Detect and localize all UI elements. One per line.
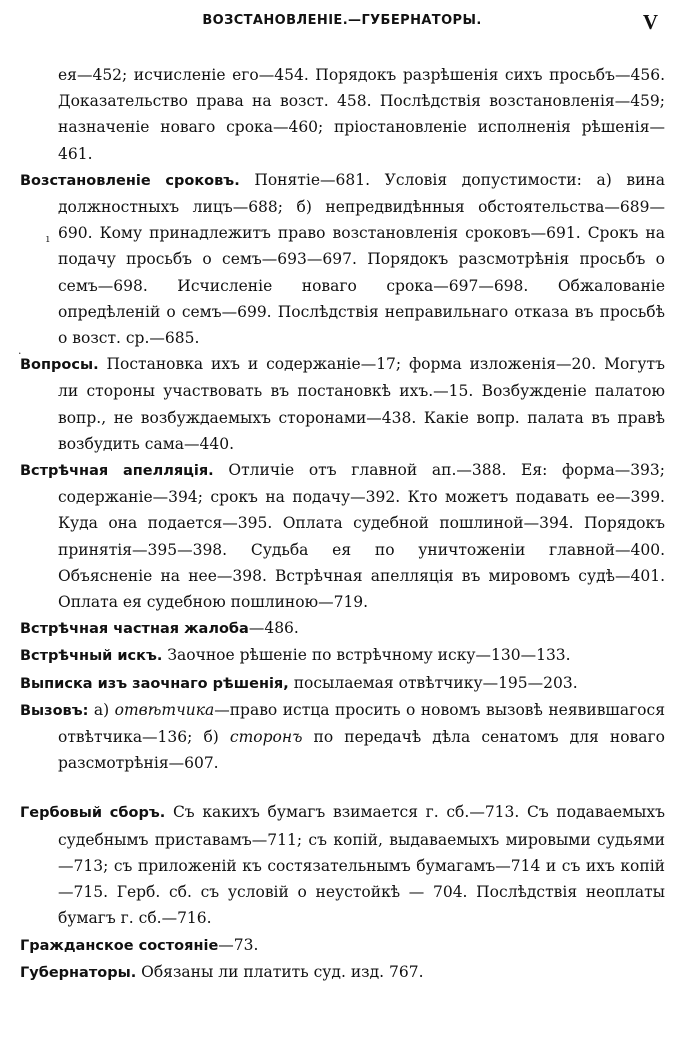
- entry-text: Заочное рѣшеніе по встрѣчному иску—130—133.: [167, 646, 571, 665]
- entry-text: а): [93, 700, 110, 719]
- margin-mark: ı: [46, 232, 50, 245]
- index-entry-vozstanovlenie-srokov: [20, 167, 665, 351]
- page-header: [0, 10, 684, 36]
- index-entry-vstrechnaya-apellyaciya: [20, 457, 665, 615]
- entry-heading: Вызовъ:: [20, 702, 89, 719]
- entry-text: Отличіе отъ главной ап.—388. Ея: форма—393; содержаніе—394; срокъ на подачу—392. Кто можетъ подавать ее—399. Куда она подается—395. Оплата судебной пошлиной—394. Порядокъ принятія—395—398. Судьба ея по уничтоженіи главной—400. Объясненіе на нее—398. Встрѣчная апелляція въ мировомъ судѣ—401. Оплата ея судебною пошлиною—719.: [58, 461, 666, 612]
- entry-heading: Возстановленіе сроковъ.: [20, 172, 240, 189]
- entry-text: Понятіе—681. Условія допустимости: а) вина должностныхъ лицъ—688; б) непредвидѣнныя обстоятельства—689—690. Кому принадлежитъ право возстановленія сроковъ—691. Срокъ на подачу просьбъ о семъ—693—697. Порядокъ разсмотрѣнія просьбъ о семъ—698. Исчисленіе новаго срока—697—698. Обжалованіе опредѣленій о семъ—699. Послѣдствія неправильнаго отказа въ просьбѣ о возст. ср.—685.: [58, 170, 665, 348]
- margin-mark: ·: [18, 347, 22, 360]
- index-entries: [20, 62, 665, 986]
- entry-text: посылаемая отвѣтчику—195—203.: [293, 673, 578, 692]
- index-entry-vstrechny-isk: [20, 642, 665, 669]
- index-entry-vypiska: [20, 670, 665, 697]
- entry-text: Съ какихъ бумагъ взимается г. сб.—713. Съ подаваемыхъ судебнымъ приставамъ—711; съ копій, выдаваемыхъ мировыми судьями—713; съ приложеній къ состязательнымъ бумагамъ—714 и съ ихъ копій—715. Герб. сб. съ условій о неустойкѣ — 704. Послѣдствія неоплаты бумагъ г. сб.—716.: [58, 803, 665, 928]
- entry-italic-term: сторонъ: [229, 728, 303, 747]
- entry-heading: Гербовый сборъ.: [20, 805, 166, 822]
- entry-text: —486.: [248, 619, 299, 638]
- index-entry-vstrechnaya-chastnaya-zhaloba: [20, 615, 665, 642]
- index-entry-continuation: [20, 62, 665, 167]
- index-entry-vyzov: [20, 697, 665, 777]
- page-number: V: [642, 10, 658, 34]
- entry-text: ея—452; исчисленіе его—454. Порядокъ разрѣшенія сихъ просьбъ—456. Доказательство права на возст. 458. Послѣдствія возстановленія—459; назначеніе новаго срока—460; пріостановленіе исполненія рѣшенія—461.: [58, 66, 665, 163]
- entry-heading: Вопросы.: [20, 357, 99, 374]
- running-title: ВОЗСТАНОВЛЕНІЕ.—ГУБЕРНАТОРЫ.: [202, 13, 482, 28]
- entry-heading: Гражданское состояніе: [20, 937, 219, 954]
- entry-text: по передачѣ дѣла сенатомъ для новаго разсмотрѣнія—607.: [58, 728, 665, 773]
- entry-text: Обязаны ли платить суд. изд. 767.: [141, 962, 424, 981]
- entry-heading: Встрѣчная апелляція.: [20, 463, 214, 480]
- entry-heading: Выписка изъ заочнаго рѣшенія,: [20, 675, 289, 692]
- index-entry-gubernatory: [20, 959, 665, 986]
- entry-italic-term: отвѣтчика: [114, 700, 215, 719]
- index-entry-gerbovy-sbor: [20, 799, 665, 931]
- entry-heading: Губернаторы.: [20, 964, 137, 981]
- entry-heading: Встрѣчная частная жалоба: [20, 621, 249, 638]
- entry-text: —73.: [218, 935, 259, 954]
- index-entry-voprosy: [20, 351, 665, 457]
- entry-heading: Встрѣчный искъ.: [20, 648, 163, 665]
- index-entry-grazhdanskoe-sostoyanie: [20, 932, 665, 959]
- entry-text: Постановка ихъ и содержаніе—17; форма изложенія—20. Могутъ ли стороны участвовать въ постановкѣ ихъ.—15. Возбужденіе палатою вопр., не возбуждаемыхъ сторонами—438. Какіе вопр. палата въ правѣ возбудить сама—440.: [58, 355, 665, 453]
- entry-text: —право истца просить о новомъ вызовѣ неявившагося отвѣтчика—136; б): [58, 700, 665, 747]
